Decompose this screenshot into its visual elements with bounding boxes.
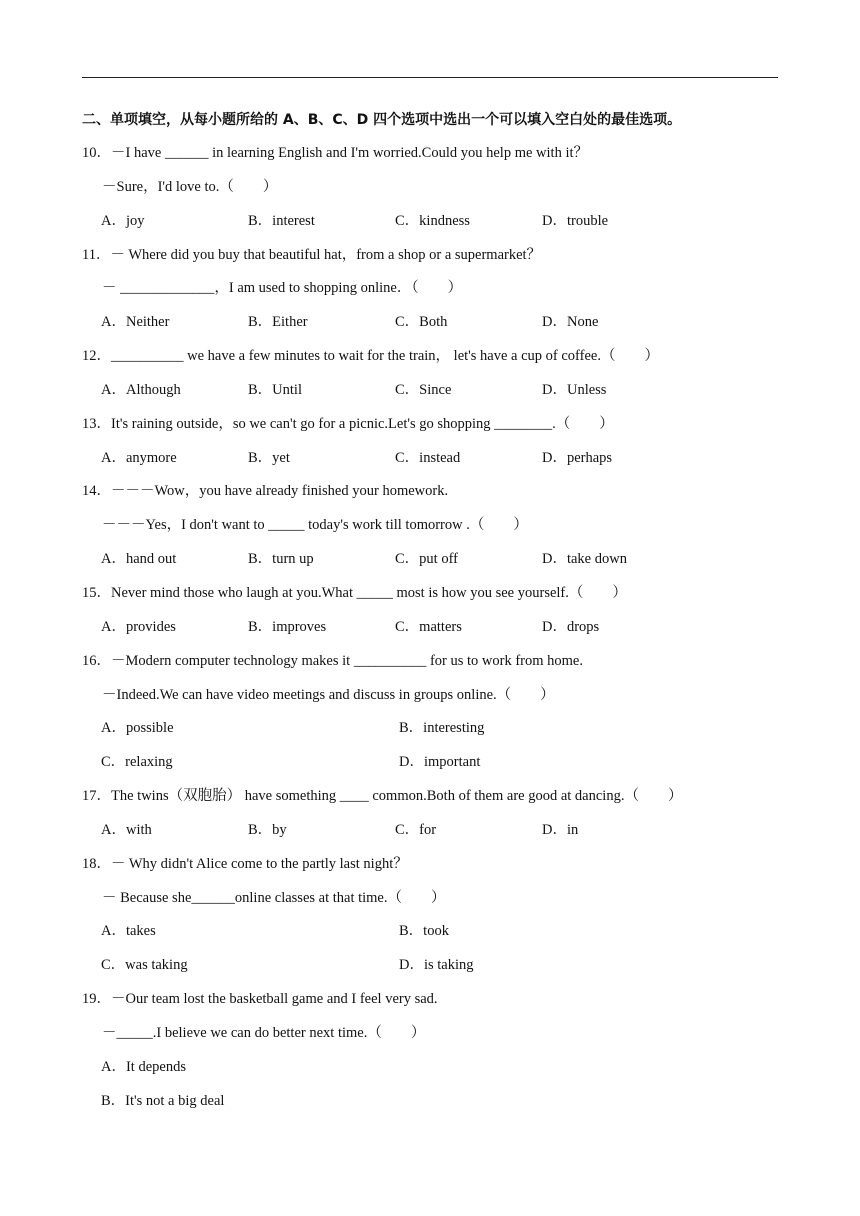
question-10-response: －Sure，I'd love to.（ ） — [102, 178, 278, 195]
option-c[interactable]: C．for — [395, 821, 437, 838]
option-d[interactable]: D．important — [399, 754, 481, 771]
question-16-response: －Indeed.We can have video meetings and discuss in groups online.（ ） — [102, 686, 555, 703]
option-c[interactable]: C．kindness — [395, 212, 470, 229]
option-a[interactable]: A．Neither — [101, 314, 170, 331]
option-a[interactable]: A．Although — [101, 381, 181, 398]
question-11-response: － _____________，I am used to shopping online．（ ） — [102, 280, 463, 297]
option-b[interactable]: B．by — [248, 821, 287, 838]
option-c[interactable]: C．Since — [395, 381, 452, 398]
question-10-prompt: 10．－I have ______ in learning English and I'm worried.Could you help me with it？ — [82, 145, 589, 161]
option-a[interactable]: A．It depends — [101, 1058, 186, 1075]
question-12-options — [82, 374, 782, 408]
header-rule — [82, 77, 778, 78]
question-19-option-a — [82, 1051, 782, 1085]
section-heading: 二、单项填空，从每小题所给的 A、B、C、D 四个选项中选出一个可以填入空白处的最佳选项。 — [82, 112, 682, 128]
option-c[interactable]: C．put off — [395, 551, 458, 568]
question-10-options — [82, 205, 782, 239]
option-b[interactable]: B．yet — [248, 449, 290, 466]
question-18-prompt: 18．－ Why didn't Alice come to the partly last night？ — [82, 855, 408, 872]
option-d[interactable]: D．None — [542, 314, 599, 331]
question-16-prompt: 16．－Modern computer technology makes it __________ for us to work from home. — [82, 652, 583, 669]
question-18-options-row-2 — [82, 949, 782, 983]
option-a[interactable]: A．provides — [101, 618, 176, 635]
option-b[interactable]: B．turn up — [248, 551, 314, 568]
question-14-prompt: 14．－－－Wow，you have already finished your homework. — [82, 483, 449, 500]
option-b[interactable]: B．Either — [248, 314, 308, 331]
question-16-options-row-1 — [82, 712, 782, 746]
question-page — [82, 103, 782, 1118]
option-c[interactable]: C．instead — [395, 449, 461, 466]
question-14-options — [82, 543, 782, 577]
question-17-options — [82, 814, 782, 848]
option-d[interactable]: D．trouble — [542, 212, 609, 229]
option-d[interactable]: D．drops — [542, 618, 600, 635]
option-a[interactable]: A．takes — [101, 923, 156, 940]
question-11-prompt: 11．－ Where did you buy that beautiful hat，from a shop or a supermarket？ — [82, 246, 542, 263]
option-d[interactable]: D．in — [542, 821, 579, 838]
option-c[interactable]: C．Both — [395, 314, 448, 331]
option-a[interactable]: A．possible — [101, 720, 174, 737]
question-16-options-row-2 — [82, 746, 782, 780]
question-19-response: －_____.I believe we can do better next time.（ ） — [102, 1024, 426, 1041]
option-d[interactable]: D．perhaps — [542, 449, 613, 466]
option-d[interactable]: D．is taking — [399, 957, 474, 974]
question-18-response: － Because she______online classes at that time.（ ） — [102, 889, 446, 906]
option-d[interactable]: D．take down — [542, 551, 627, 568]
question-18-options-row-1 — [82, 915, 782, 949]
option-c[interactable]: C．relaxing — [101, 754, 173, 771]
question-13-options — [82, 442, 782, 476]
question-12-prompt: 12．__________ we have a few minutes to wait for the train， let's have a cup of coffee.（ ） — [82, 348, 659, 365]
option-c[interactable]: C．matters — [395, 618, 462, 635]
option-a[interactable]: A．joy — [101, 212, 145, 229]
option-a[interactable]: A．hand out — [101, 551, 177, 568]
question-13-prompt: 13．It's raining outside，so we can't go for a picnic.Let's go shopping ________.（ ） — [82, 415, 614, 432]
option-b[interactable]: B．improves — [248, 618, 327, 635]
option-b[interactable]: B．It's not a big deal — [101, 1092, 225, 1109]
question-15-prompt: 15．Never mind those who laugh at you.What _____ most is how you see yourself.（ ） — [82, 584, 627, 601]
option-a[interactable]: A．anymore — [101, 449, 177, 466]
question-14-response: －－－Yes，I don't want to _____ today's work till tomorrow .（ ） — [102, 517, 528, 534]
option-b[interactable]: B．interesting — [399, 720, 485, 737]
option-b[interactable]: B．took — [399, 923, 449, 940]
question-15-options — [82, 611, 782, 645]
question-19-option-b — [82, 1085, 782, 1119]
question-11-options — [82, 306, 782, 340]
option-b[interactable]: B．interest — [248, 212, 315, 229]
option-d[interactable]: D．Unless — [542, 381, 607, 398]
question-19-prompt: 19．－Our team lost the basketball game and I feel very sad. — [82, 991, 438, 1008]
option-c[interactable]: C．was taking — [101, 957, 188, 974]
option-b[interactable]: B．Until — [248, 381, 302, 398]
question-17-prompt: 17．The twins（双胞胎） have something ____ common.Both of them are good at dancing.（ ） — [82, 788, 683, 805]
option-a[interactable]: A．with — [101, 821, 152, 838]
